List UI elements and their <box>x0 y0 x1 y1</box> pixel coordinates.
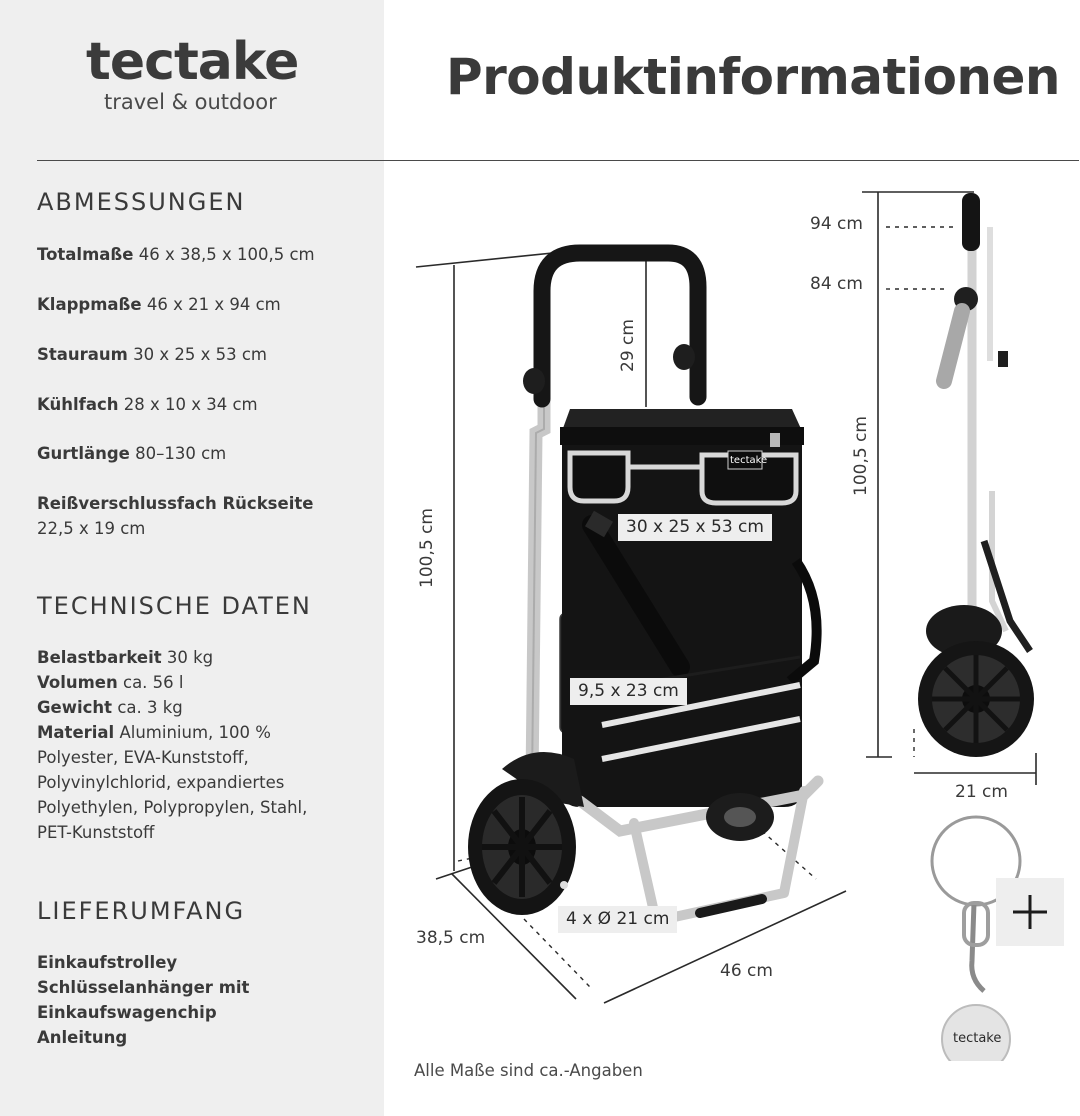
scope-item: Schlüsselanhänger mit Einkaufswagenchip <box>37 978 250 1022</box>
spec-label: Totalmaße <box>37 245 134 264</box>
spec-label: Volumen <box>37 673 118 692</box>
spec-value: 30 x 25 x 53 cm <box>133 345 268 364</box>
spec-volume <box>37 670 367 695</box>
dim-depth: 38,5 cm <box>416 928 486 948</box>
footnote: Alle Maße sind ca.-Angaben <box>414 1061 643 1080</box>
spec-label: Material <box>37 723 115 742</box>
scope-item: Anleitung <box>37 1028 128 1047</box>
spec-storage <box>37 342 367 367</box>
dim-front-height: 100,5 cm <box>417 508 437 588</box>
spec-label: Gurtlänge <box>37 444 130 463</box>
spec-label: Gewicht <box>37 698 113 717</box>
dim-side-low: 84 cm <box>810 274 863 294</box>
sidebar <box>0 0 384 1116</box>
dim-wheels-label: 4 x Ø 21 cm <box>558 906 677 933</box>
dim-side-high: 94 cm <box>810 214 863 234</box>
product-diagram <box>384 161 1080 1061</box>
spec-value: 46 x 21 x 94 cm <box>146 295 281 314</box>
spec-strap-length <box>37 441 367 466</box>
scope-list <box>37 950 297 1050</box>
dim-side-total: 100,5 cm <box>851 416 871 496</box>
spec-folded-size <box>37 292 367 317</box>
spec-label: Belastbarkeit <box>37 648 162 667</box>
dim-handle-height: 29 cm <box>618 319 638 372</box>
spec-value: 22,5 x 19 cm <box>37 519 146 538</box>
spec-cooling <box>37 392 367 417</box>
page-title: Produktinformationen <box>446 48 1061 106</box>
spec-label: Klappmaße <box>37 295 142 314</box>
scope-item: Einkaufstrolley <box>37 953 178 972</box>
spec-technical-list <box>37 645 367 845</box>
spec-label: Reißverschlussfach Rückseite <box>37 494 314 513</box>
bag-logo: tectake <box>730 455 768 466</box>
spec-value: ca. 3 kg <box>117 698 183 717</box>
plus-icon <box>996 878 1064 946</box>
spec-material <box>37 720 342 845</box>
section-heading-dimensions: ABMESSUNGEN <box>37 188 246 216</box>
section-heading-scope: LIEFERUMFANG <box>37 897 246 925</box>
spec-zip-pocket <box>37 491 367 541</box>
dim-storage-label: 30 x 25 x 53 cm <box>618 514 772 541</box>
section-heading-technical: TECHNISCHE DATEN <box>37 592 312 620</box>
side-view-trolley <box>862 192 1036 785</box>
spec-total-size <box>37 242 367 267</box>
spec-value: 46 x 38,5 x 100,5 cm <box>138 245 315 264</box>
spec-value: 28 x 10 x 34 cm <box>123 395 258 414</box>
brand-logo-name: tectake <box>86 32 299 92</box>
spec-value: Aluminium, 100 % Polyester, EVA-Kunststoff, Polyvinylchlorid, expandiertes Polyethylen, Polypropylen, Stahl, PET-Kunststoff <box>37 723 308 842</box>
spec-label: Kühlfach <box>37 395 119 414</box>
spec-value: 30 kg <box>166 648 214 667</box>
dim-pocket-label: 9,5 x 23 cm <box>570 678 687 705</box>
spec-load <box>37 645 367 670</box>
spec-weight <box>37 695 367 720</box>
chip-logo: tectake <box>953 1031 1002 1046</box>
spec-value: ca. 56 l <box>123 673 184 692</box>
dim-width: 46 cm <box>720 961 773 981</box>
spec-value: 80–130 cm <box>135 444 227 463</box>
spec-label: Stauraum <box>37 345 128 364</box>
dim-side-width: 21 cm <box>955 782 1008 802</box>
brand-tagline: travel & outdoor <box>104 90 277 114</box>
